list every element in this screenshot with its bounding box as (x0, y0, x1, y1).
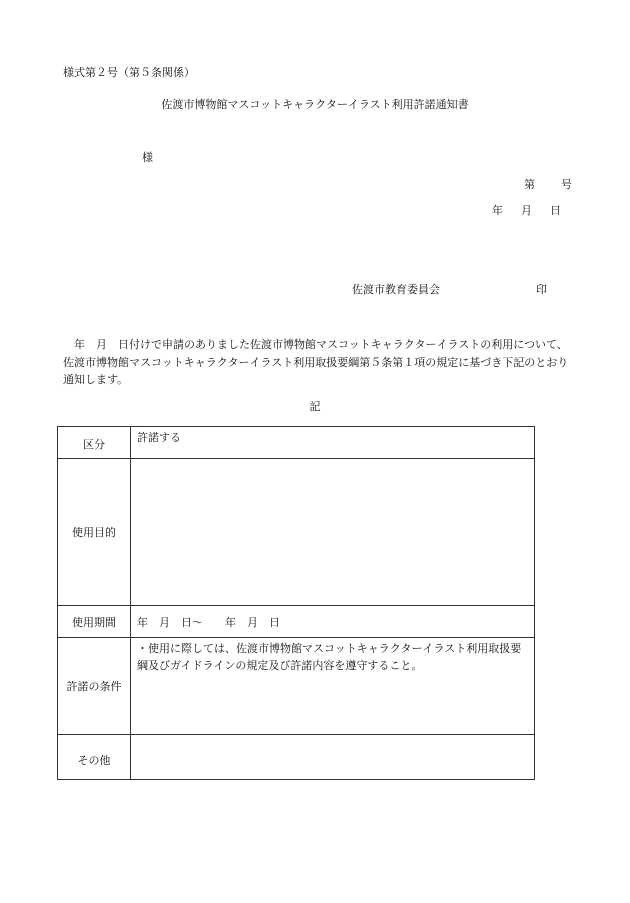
category-value: 許諾する (131, 427, 535, 459)
addressee-honorific: 様 (142, 151, 153, 164)
document-number (524, 176, 572, 192)
other-label: その他 (58, 735, 131, 780)
category-label: 区分 (58, 427, 131, 459)
conditions-value: ・使用に際しては、佐渡市博物館マスコットキャラクターイラスト利用取扱要綱及びガイドラインの規定及び許諾内容を遵守すること。 (131, 638, 535, 735)
table-row (58, 735, 535, 780)
purpose-label: 使用目的 (58, 459, 131, 606)
issue-date (492, 202, 561, 218)
doc-number-dai: 第 (524, 178, 535, 191)
doc-number-go: 号 (561, 178, 572, 191)
table-row (58, 459, 535, 606)
date-month: 月 (521, 204, 532, 217)
purpose-value (131, 459, 535, 606)
table-row (58, 427, 535, 459)
table-row (58, 638, 535, 735)
permission-table (57, 426, 535, 780)
conditions-label: 許諾の条件 (58, 638, 131, 735)
period-label: 使用期間 (58, 606, 131, 638)
form-number: 様式第２号（第５条関係） (63, 66, 195, 79)
date-day: 日 (550, 204, 561, 217)
document-title: 佐渡市博物館マスコットキャラクターイラスト利用許諾通知書 (161, 98, 469, 111)
table-row (58, 606, 535, 638)
issuer-seal: 印 (536, 283, 547, 296)
notice-body: 年 月 日付けで申請のありました佐渡市博物館マスコットキャラクターイラストの利用について、佐渡市博物館マスコットキャラクターイラスト利用取扱要綱第５条第１項の規定に基づき下記のとおり通知します。 (63, 338, 569, 386)
date-year: 年 (492, 204, 503, 217)
ki-heading: 記 (309, 400, 321, 413)
other-value (131, 735, 535, 780)
period-value: 年 月 日～ 年 月 日 (131, 606, 535, 638)
issuer-name: 佐渡市教育委員会 (352, 283, 440, 296)
